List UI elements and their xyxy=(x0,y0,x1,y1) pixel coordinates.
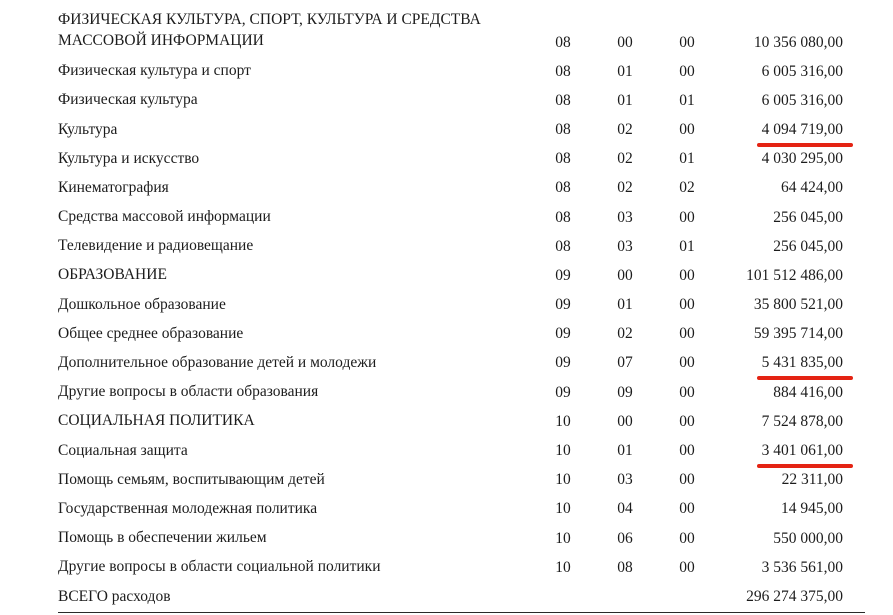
row-amount: 64 424,00 xyxy=(781,179,843,197)
row-code-paragraph: 00 xyxy=(679,208,695,226)
table-row xyxy=(58,115,865,144)
row-label: Другие вопросы в области образования xyxy=(58,383,319,401)
row-code-paragraph: 02 xyxy=(679,179,695,197)
row-amount: 35 800 521,00 xyxy=(753,296,843,314)
row-code-podrazdel: 00 xyxy=(617,412,633,430)
row-code-razdel: 08 xyxy=(555,208,571,226)
row-label: Средства массовой информации xyxy=(58,208,271,226)
row-code-podrazdel: 03 xyxy=(617,237,633,255)
row-code-podrazdel: 01 xyxy=(617,62,633,80)
row-amount: 14 945,00 xyxy=(781,500,843,518)
row-label: СОЦИАЛЬНАЯ ПОЛИТИКА xyxy=(58,412,255,430)
row-label: Телевидение и радиовещание xyxy=(58,237,254,255)
row-code-razdel: 08 xyxy=(555,150,571,168)
table-row xyxy=(58,466,865,495)
row-code-razdel: 08 xyxy=(555,237,571,255)
row-code-razdel: 09 xyxy=(555,383,571,401)
total-amount: 296 274 375,00 xyxy=(746,588,843,606)
row-amount: 3 536 561,00 xyxy=(761,558,843,576)
row-label: ФИЗИЧЕСКАЯ КУЛЬТУРА, СПОРТ, КУЛЬТУРА И СРЕДСТВА МАССОВОЙ ИНФОРМАЦИИ xyxy=(58,11,481,50)
row-code-paragraph: 00 xyxy=(679,34,695,51)
row-amount: 3 401 061,00 xyxy=(761,442,843,460)
table-row xyxy=(58,349,865,378)
table-row xyxy=(58,261,865,290)
row-code-razdel: 10 xyxy=(555,500,571,518)
row-code-razdel: 10 xyxy=(555,442,571,460)
row-code-paragraph: 00 xyxy=(679,412,695,430)
row-code-podrazdel: 01 xyxy=(617,296,633,314)
table-row xyxy=(58,495,865,524)
row-code-paragraph: 00 xyxy=(679,325,695,343)
row-code-razdel: 08 xyxy=(555,91,571,109)
row-code-paragraph: 00 xyxy=(679,558,695,576)
row-code-paragraph: 00 xyxy=(679,471,695,489)
row-label: Дошкольное образование xyxy=(58,295,226,313)
row-amount: 4 030 295,00 xyxy=(761,150,843,168)
row-code-paragraph: 00 xyxy=(679,442,695,460)
row-amount: 5 431 835,00 xyxy=(761,354,843,372)
row-code-razdel: 10 xyxy=(555,471,571,489)
row-code-podrazdel: 03 xyxy=(617,208,633,226)
row-amount: 10 356 080,00 xyxy=(753,34,843,51)
row-code-paragraph: 00 xyxy=(679,296,695,314)
row-code-razdel: 10 xyxy=(555,529,571,547)
row-amount: 59 395 714,00 xyxy=(753,325,843,343)
row-code-paragraph: 00 xyxy=(679,383,695,401)
row-code-razdel: 08 xyxy=(555,179,571,197)
row-label: Помощь семьям, воспитывающим детей xyxy=(58,470,325,488)
row-code-paragraph: 01 xyxy=(679,91,695,109)
row-code-paragraph: 01 xyxy=(679,150,695,168)
row-label: Другие вопросы в области социальной политики xyxy=(58,558,381,576)
table-row xyxy=(58,86,865,115)
table-row xyxy=(58,524,865,553)
row-amount: 550 000,00 xyxy=(773,529,843,547)
table-row xyxy=(58,291,865,320)
row-label: Культура и искусство xyxy=(58,149,200,167)
row-amount: 256 045,00 xyxy=(773,237,843,255)
table-row xyxy=(58,57,865,86)
row-amount: 256 045,00 xyxy=(773,208,843,226)
row-code-podrazdel: 02 xyxy=(617,150,633,168)
row-code-paragraph: 00 xyxy=(679,529,695,547)
row-code-razdel: 09 xyxy=(555,266,571,284)
row-label: Помощь в обеспечении жильем xyxy=(58,529,267,547)
row-code-razdel: 10 xyxy=(555,412,571,430)
budget-table-body xyxy=(58,5,865,582)
table-row xyxy=(58,320,865,349)
row-code-paragraph: 00 xyxy=(679,500,695,518)
row-code-razdel: 09 xyxy=(555,325,571,343)
row-label: Дополнительное образование детей и молодежи xyxy=(58,354,377,371)
row-code-paragraph: 01 xyxy=(679,237,695,255)
row-code-podrazdel: 02 xyxy=(617,120,633,138)
row-code-razdel: 10 xyxy=(555,558,571,576)
row-code-podrazdel: 03 xyxy=(617,471,633,489)
row-code-podrazdel: 07 xyxy=(617,354,633,372)
budget-table xyxy=(58,5,865,613)
row-code-razdel: 08 xyxy=(555,62,571,80)
total-row xyxy=(58,582,865,613)
row-code-podrazdel: 02 xyxy=(617,179,633,197)
row-code-razdel: 08 xyxy=(555,120,571,138)
row-label: ОБРАЗОВАНИЕ xyxy=(58,266,167,284)
table-row xyxy=(58,436,865,465)
table-row xyxy=(58,174,865,203)
table-row xyxy=(58,232,865,261)
row-code-podrazdel: 08 xyxy=(617,558,633,576)
row-code-razdel: 09 xyxy=(555,296,571,314)
table-row xyxy=(58,145,865,174)
row-label: Кинематография xyxy=(58,178,169,196)
row-amount: 22 311,00 xyxy=(781,471,843,489)
row-amount: 884 416,00 xyxy=(773,383,843,401)
row-code-podrazdel: 06 xyxy=(617,529,633,547)
row-code-podrazdel: 00 xyxy=(617,34,633,51)
row-label: Физическая культура и спорт xyxy=(58,62,251,80)
row-code-paragraph: 00 xyxy=(679,354,695,372)
row-amount: 101 512 486,00 xyxy=(746,266,843,284)
row-amount: 6 005 316,00 xyxy=(761,91,843,109)
row-amount: 7 524 878,00 xyxy=(761,412,843,430)
row-label: Социальная защита xyxy=(58,441,188,459)
row-code-razdel: 09 xyxy=(555,354,571,372)
table-row xyxy=(58,553,865,582)
row-code-paragraph: 00 xyxy=(679,62,695,80)
row-code-podrazdel: 09 xyxy=(617,383,633,401)
row-label: Государственная молодежная политика xyxy=(58,499,318,517)
table-row xyxy=(58,378,865,407)
row-label: Физическая культура xyxy=(58,91,198,109)
row-amount: 6 005 316,00 xyxy=(761,62,843,80)
row-code-paragraph: 00 xyxy=(679,120,695,138)
row-code-podrazdel: 01 xyxy=(617,442,633,460)
row-label: Общее среднее образование xyxy=(58,324,244,342)
table-row xyxy=(58,407,865,436)
row-code-podrazdel: 02 xyxy=(617,325,633,343)
row-code-paragraph: 00 xyxy=(679,266,695,284)
table-row xyxy=(58,203,865,232)
table-row xyxy=(58,5,865,57)
total-label: ВСЕГО расходов xyxy=(58,587,171,605)
row-code-podrazdel: 04 xyxy=(617,500,633,518)
row-code-podrazdel: 00 xyxy=(617,266,633,284)
row-label: Культура xyxy=(58,120,118,138)
row-code-razdel: 08 xyxy=(555,34,571,51)
row-code-podrazdel: 01 xyxy=(617,91,633,109)
row-amount: 4 094 719,00 xyxy=(761,120,843,138)
